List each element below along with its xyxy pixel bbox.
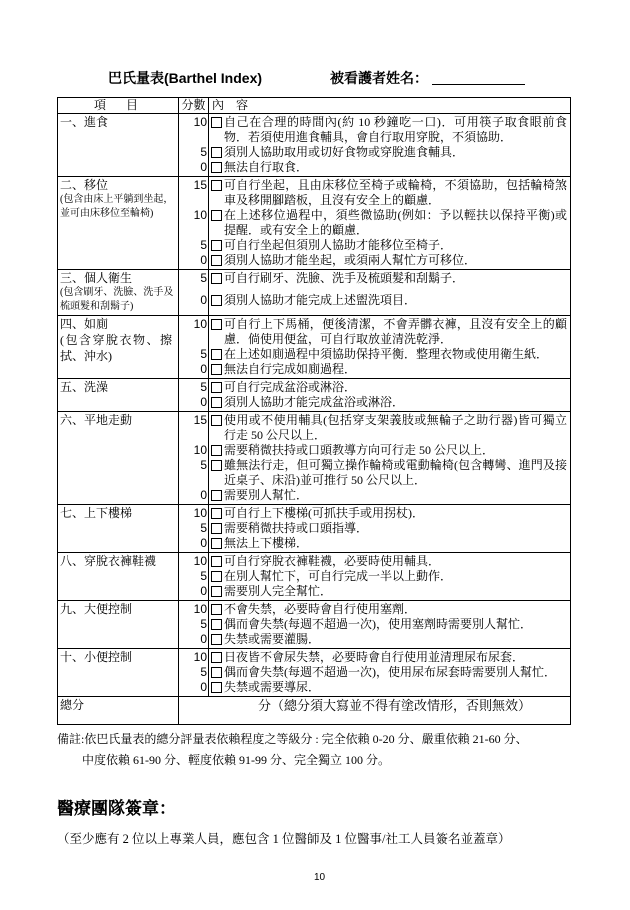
option-cell [209,160,571,177]
score-value: 0 [179,160,209,177]
checkbox[interactable] [211,117,222,128]
option-text: 失禁或需要灌腸． [224,632,321,646]
checkbox[interactable] [211,397,222,408]
option-text: 可自行坐起但須別人協助才能移位至椅子． [224,238,453,252]
option-cell [209,253,571,270]
item-cell [58,412,179,505]
item-note: (包含由床上平躺到坐起， [60,194,174,205]
total-instruction: 分（總分須大寫並不得有塗改情形，否則無效） [179,697,571,725]
checkbox[interactable] [211,415,222,426]
checkbox[interactable] [211,180,222,191]
score-value: 0 [179,680,209,697]
table-row [58,379,571,396]
option-cell [209,458,571,488]
checkbox[interactable] [211,445,222,456]
option [211,536,567,551]
option [211,271,567,286]
total-row [58,697,571,725]
item-label: 十、小便控制 [60,650,133,664]
patient-name-input[interactable] [432,70,525,85]
signature-instruction: （至少應有 2 位以上專業人員，應包含 1 位醫師及 1 位醫事/社工人員簽名並蓋章） [57,832,511,846]
option [211,665,567,680]
signature-heading: 醫療團隊簽章： [57,799,176,818]
option-text: 不會失禁，必要時會自行使用塞劑． [224,602,417,616]
option [211,145,567,160]
option-cell [209,379,571,396]
score-value: 5 [179,569,209,584]
score-value: 0 [179,536,209,553]
option-cell [209,208,571,238]
option-cell [209,521,571,536]
checkbox[interactable] [211,556,222,567]
option-text: 可自行穿脫衣褲鞋襪，必要時使用輔具． [224,554,441,568]
page-number: 10 [313,872,326,883]
score-value: 10 [179,443,209,458]
checkbox[interactable] [211,273,222,284]
score-value: 5 [179,617,209,632]
option-text: 須別人協助才能完成盆浴或淋浴． [224,395,405,409]
option [211,178,567,208]
option-text: 無法自行完成如廁過程． [224,362,357,376]
option [211,238,567,253]
checkbox[interactable] [211,460,222,471]
option [211,617,567,632]
checkbox[interactable] [211,490,222,501]
option-text: 須別人協助才能坐起，或須兩人幫忙方可移位． [224,253,477,267]
option [211,160,567,175]
option-cell [209,443,571,458]
option-cell [209,177,571,209]
option-cell [209,270,571,293]
checkbox[interactable] [211,382,222,393]
option [211,506,567,521]
option [211,253,567,268]
table-row [58,601,571,618]
option-cell [209,665,571,680]
score-value: 10 [179,649,209,666]
option-text: 須別人協助才能完成上述盥洗項目． [224,292,417,307]
checkbox[interactable] [211,295,222,306]
item-label: 五、洗澡 [60,380,109,394]
option-cell [209,536,571,553]
item-note: (包含穿脫衣物、擦 [60,333,172,347]
option-text: 需要稍微扶持或口頭教導方向可行走 50 公尺以上． [224,443,495,457]
page-content [57,97,570,885]
table-row [58,505,571,522]
option-cell [209,114,571,146]
option-cell [209,293,571,316]
item-cell [58,505,179,553]
option-cell [209,395,571,412]
option-text: 偶而會失禁(每週不超過一次)，使用塞劑時需要別人幫忙． [224,617,532,631]
item-label: 七、上下樓梯 [60,506,133,520]
option [211,650,567,665]
checkbox[interactable] [211,210,222,221]
checkbox[interactable] [211,147,222,158]
item-cell [58,553,179,601]
item-cell [58,649,179,697]
score-value: 10 [179,553,209,570]
option [211,395,567,410]
option [211,317,567,347]
option [211,208,567,238]
page-title: 巴氏量表(Barthel Index) [108,70,263,86]
option-text: 可自行上下馬桶，便後清潔，不會弄髒衣褲，且沒有安全上的顧慮．倘使用便盆，可自行取放並清洗乾淨． [224,317,567,346]
table-header-row [58,98,571,114]
checkbox[interactable] [211,240,222,251]
item-label: 六、平地走動 [60,413,133,427]
item-label: 三、個人衛生 [60,271,133,285]
remarks [57,729,570,771]
checkbox[interactable] [211,508,222,519]
option-cell [209,617,571,632]
score-value: 5 [179,347,209,362]
item-label: 二、移位 [60,178,109,192]
score-value: 15 [179,412,209,444]
score-value: 0 [179,395,209,412]
option-text: 雖無法行走，但可獨立操作輪椅或電動輪椅(包含轉彎、進門及接近桌子、床沿)並可推行 50 公尺以上． [224,458,567,487]
option-text: 可自行上下樓梯(可抓扶手或用拐杖)． [224,506,424,520]
item-label: 一、進食 [60,115,109,129]
barthel-table [57,97,571,725]
score-value: 5 [179,270,209,293]
checkbox[interactable] [211,652,222,663]
checkbox[interactable] [211,586,222,597]
option-text: 可自行刷牙、洗臉、洗手及梳頭髮和刮鬍子． [224,271,465,285]
table-row [58,412,571,444]
item-cell [58,114,179,177]
option-cell [209,362,571,379]
patient-name-row [330,70,525,86]
option-cell [209,145,571,160]
option [211,488,567,503]
option [211,584,567,599]
option [211,362,567,377]
score-value: 10 [179,208,209,238]
checkbox[interactable] [211,319,222,330]
score-value: 0 [179,253,209,270]
option-cell [209,412,571,444]
option-cell [209,553,571,570]
option-cell [209,649,571,666]
option-text: 日夜皆不會尿失禁，必要時會自行使用並清理尿布尿套． [224,650,525,664]
option-text: 需要稍微扶持或口頭指導． [224,521,369,535]
score-value: 0 [179,632,209,649]
total-label: 總分 [58,697,179,725]
checkbox[interactable] [211,634,222,645]
score-value: 5 [179,521,209,536]
option-text: 無法自行取食． [224,160,309,174]
option-cell [209,316,571,348]
item-note: 並可由床移位至輪椅) [60,208,154,219]
item-cell [58,316,179,379]
score-value: 0 [179,362,209,379]
option-text: 需要別人完全幫忙． [224,584,333,598]
option-cell [209,601,571,618]
score-value: 10 [179,114,209,146]
table-row [58,114,571,146]
table-row [58,649,571,666]
option [211,569,567,584]
checkbox[interactable] [211,255,222,266]
option [211,602,567,617]
option-text: 在上述移位過程中，須些微協助(例如：予以輕扶以保持平衡)或提醒．或有安全上的顧慮． [224,208,567,237]
checkbox[interactable] [211,538,222,549]
option-cell [209,680,571,697]
option [211,521,567,536]
score-value: 0 [179,584,209,601]
option-text: 可自行完成盆浴或淋浴． [224,380,357,394]
option-cell [209,569,571,584]
checkbox[interactable] [211,571,222,582]
checkbox[interactable] [211,667,222,678]
table-row [58,270,571,293]
score-value: 10 [179,601,209,618]
option [211,632,567,647]
option-text: 無法上下樓梯． [224,536,309,550]
item-cell [58,270,179,316]
option-cell [209,505,571,522]
table-row [58,316,571,348]
option-text: 在上述如廁過程中須協助保持平衡．整理衣物或使用衛生紙． [224,347,549,361]
option-text: 可自行坐起，且由床移位至椅子或輪椅，不須協助，包括輪椅煞車及移開腳踏板，且沒有安全上的顧慮． [224,178,567,207]
option-text: 需要別人幫忙． [224,488,309,502]
item-cell [58,601,179,649]
option-text: 使用或不使用輔具(包括穿支架義肢或無輪子之助行器)皆可獨立行走 50 公尺以上． [224,413,567,442]
score-value: 5 [179,379,209,396]
score-value: 5 [179,458,209,488]
score-value: 15 [179,177,209,209]
option [211,293,567,308]
checkbox[interactable] [211,349,222,360]
option [211,458,567,488]
option [211,413,567,443]
item-cell [58,379,179,412]
option [211,347,567,362]
option [211,443,567,458]
header-content: 內 容 [209,98,571,114]
option-text: 偶而會失禁(每週不超過一次)，使用尿布尿套時需要別人幫忙． [224,665,556,679]
remarks-line: 備註:依巴氏量表的總分評量表依賴程度之等級分 : 完全依賴 0-20 分、嚴重依賴 21-60 分、 [57,732,528,746]
checkbox[interactable] [211,162,222,173]
option [211,680,567,695]
option [211,380,567,395]
item-cell [58,177,179,270]
option-cell [209,584,571,601]
item-label: 四、如廁 [60,317,109,331]
score-value: 5 [179,145,209,160]
option-cell [209,632,571,649]
score-value: 0 [179,293,209,316]
score-value: 0 [179,488,209,505]
remarks-line: 中度依賴 61-90 分、輕度依賴 91-99 分、完全獨立 100 分。 [82,753,390,767]
checkbox[interactable] [211,619,222,630]
item-note: 拭、沖水) [60,349,112,363]
option-text: 須別人協助取用或切好食物或穿脫進食輔具． [224,145,465,159]
checkbox[interactable] [211,364,222,375]
option-cell [209,488,571,505]
header-item: 項 目 [58,98,179,114]
option [211,554,567,569]
checkbox[interactable] [211,604,222,615]
checkbox[interactable] [211,523,222,534]
option-cell [209,347,571,362]
patient-name-label: 被看護者姓名： [330,70,428,86]
score-value: 5 [179,238,209,253]
option-cell [209,238,571,253]
item-note: (包含刷牙、洗臉、洗手及 [60,287,174,298]
score-value: 10 [179,316,209,348]
item-label: 八、穿脫衣褲鞋襪 [60,554,157,568]
option-text: 自己在合理的時間內(約 10 秒鐘吃一口)．可用筷子取食眼前食物．若須使用進食輔具，會自行取用穿脫，不須協助． [224,115,567,144]
checkbox[interactable] [211,682,222,693]
score-value: 10 [179,505,209,522]
item-note: 梳頭髮和刮鬍子) [60,301,134,312]
item-label: 九、大便控制 [60,602,133,616]
option [211,115,567,145]
option-text: 在別人幫忙下，可自行完成一半以上動作． [224,569,453,583]
option-text: 失禁或需要導尿． [224,680,321,694]
header-score: 分數 [179,98,209,114]
table-row [58,553,571,570]
table-row [58,177,571,209]
score-value: 5 [179,665,209,680]
